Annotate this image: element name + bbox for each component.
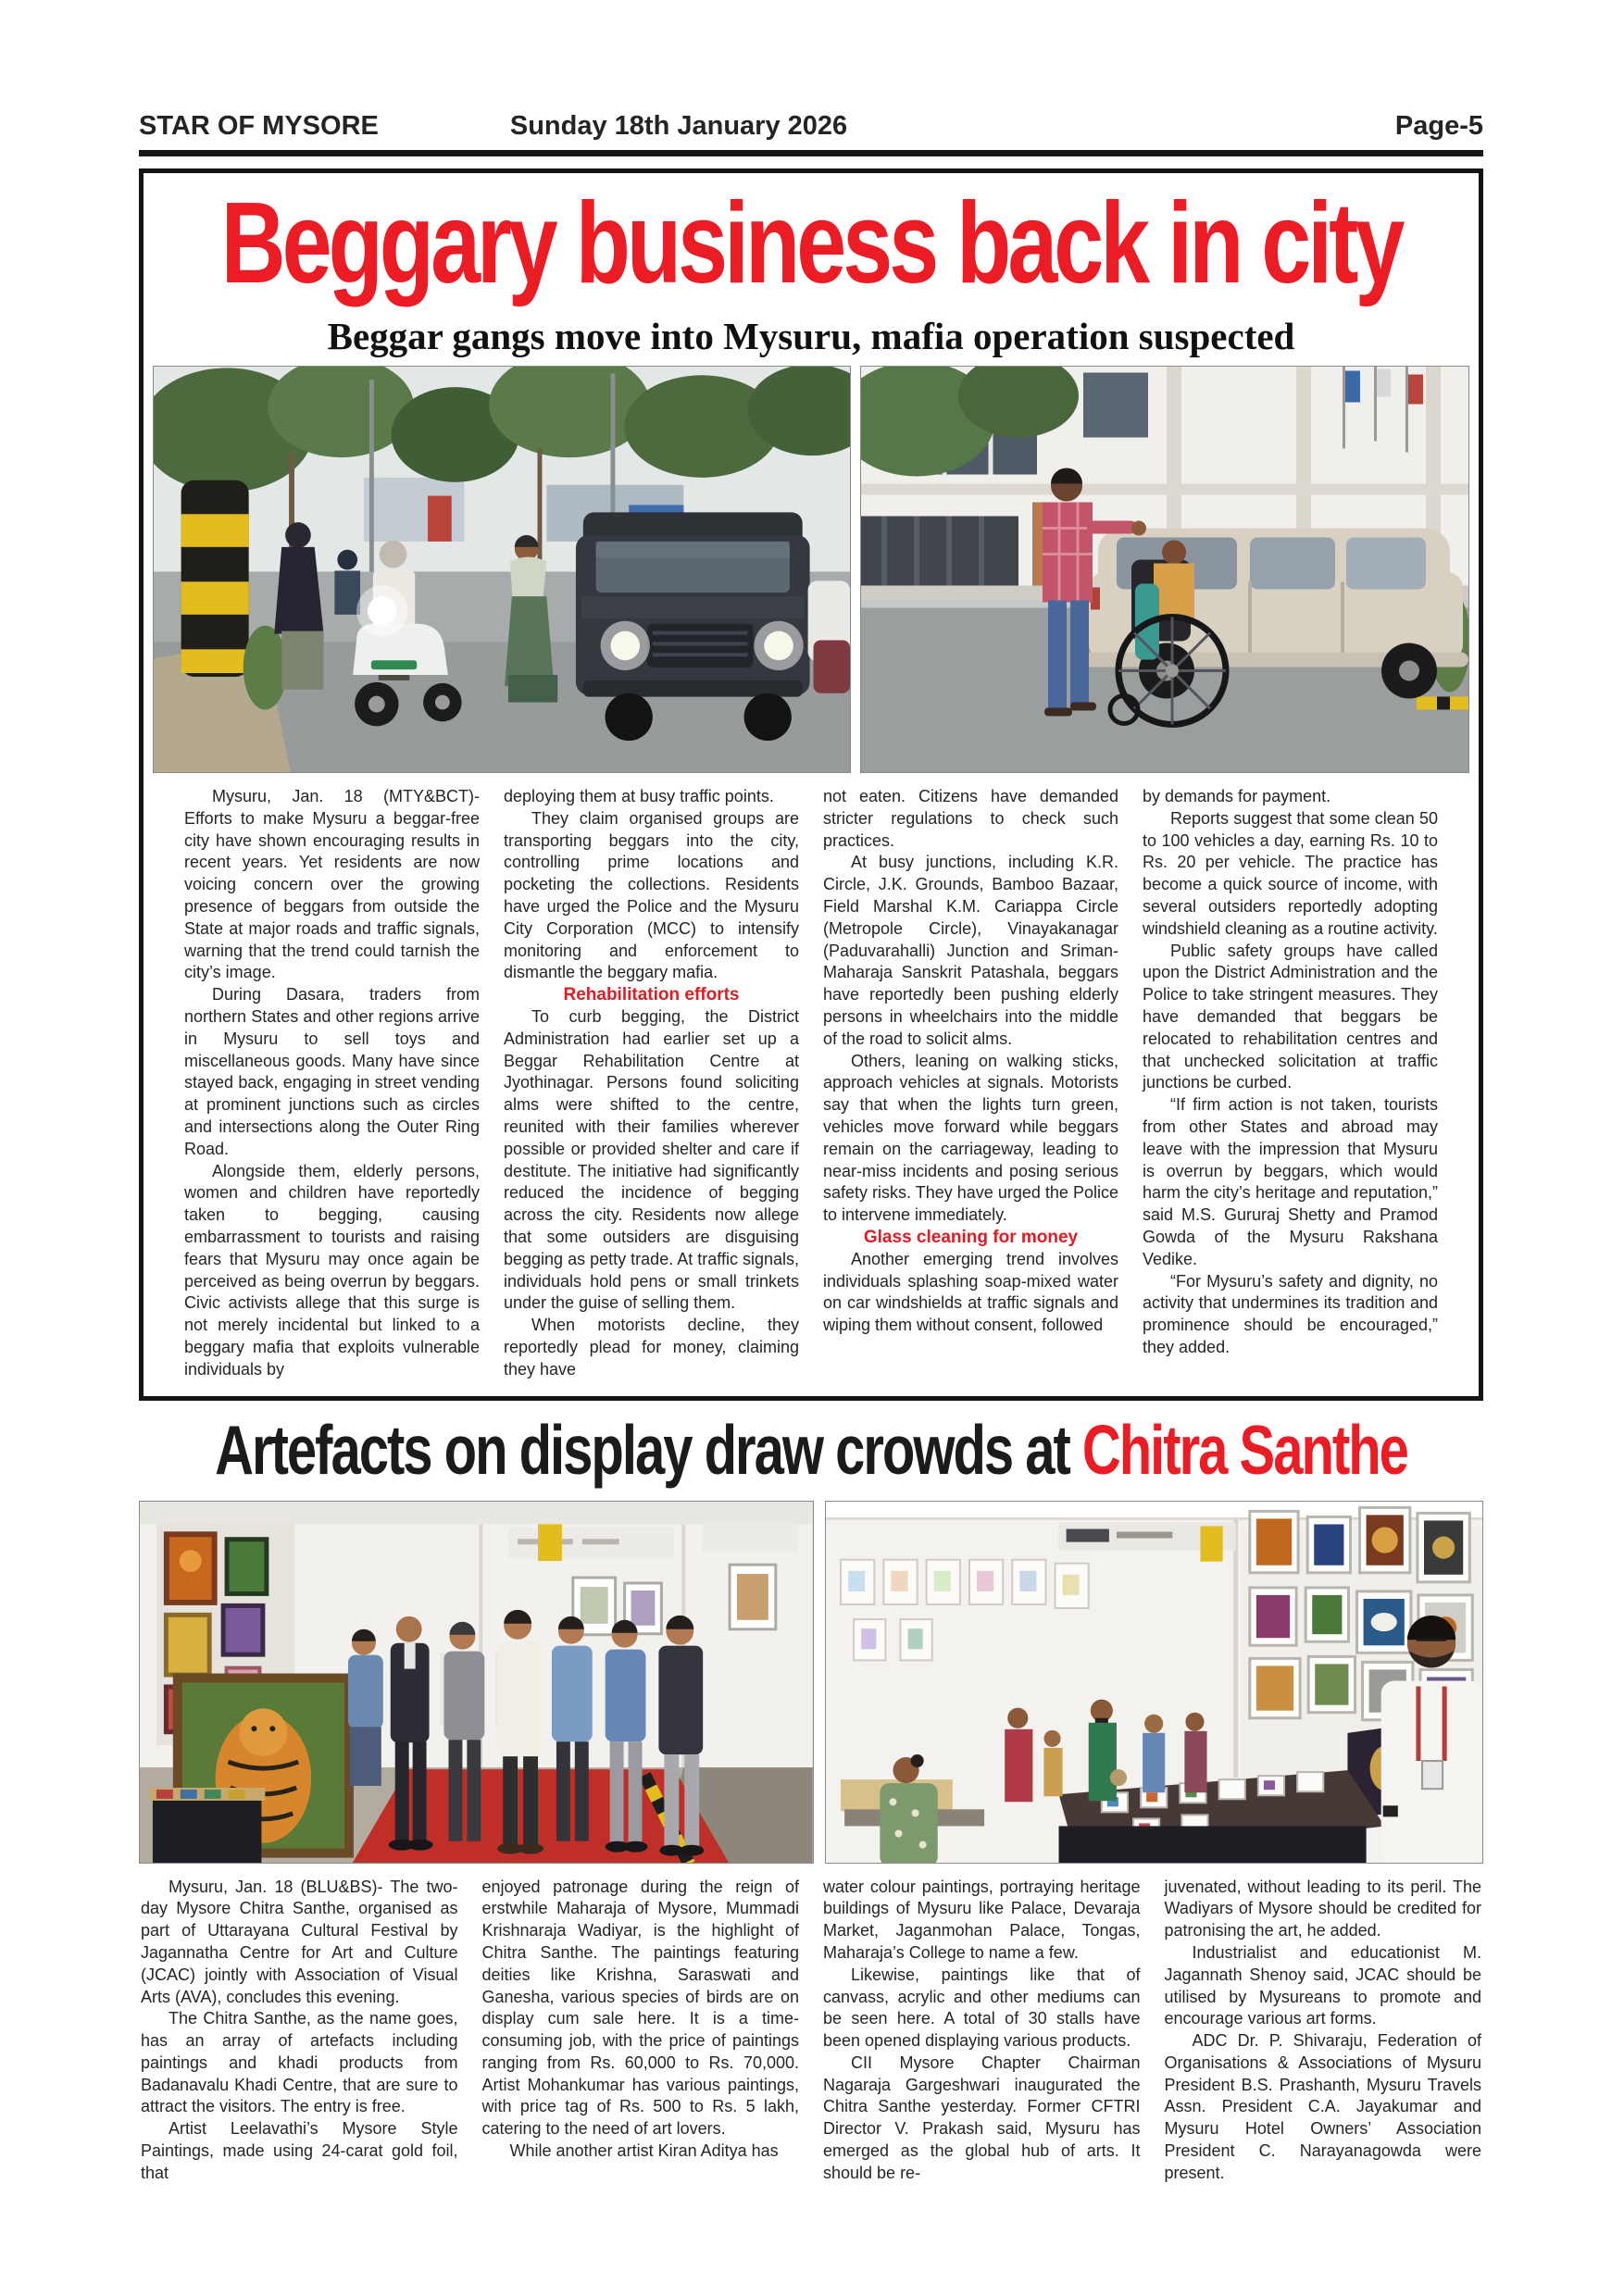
photo-art-stalls <box>825 1501 1483 1864</box>
article-beggary <box>139 168 1483 1401</box>
section-subhead-rehabilitation: Rehabilitation efforts <box>563 985 740 1005</box>
chitra-column-4 <box>1165 1877 1482 2185</box>
photo-street-beggars <box>153 366 851 773</box>
paragraph: During Dasara, traders from northern States and other regions arrive in Mysuru to sell toys and miscellaneous goods. Many have since stayed back, engaging in street vending at prominent junctions such as circles and intersections along the Outer Ring Road. <box>184 985 480 1158</box>
paragraph: Others, leaning on walking sticks, approach vehicles at signals. Motorists say that when the lights turn green, vehicles move forward while beggars remain on the carriageway, leading to near-miss incidents and posing serious safety risks. They have urged the Police to intervene immediately. <box>823 1051 1118 1225</box>
paragraph: “If firm action is not taken, tourists from other States and abroad may leave with the impression that Mysuru is overrun by beggars, which would harm the city’s heritage and reputation,” said M.S. Gururaj Shetty and Pramod Gowda of the Mysuru Rakshana Vedike. <box>1143 1095 1438 1268</box>
beggary-photo-row <box>153 366 1469 773</box>
paragraph: Another emerging trend involves individuals splashing soap-mixed water on car windshields at traffic signals and wiping them without consent, followed <box>823 1249 1118 1335</box>
chitra-column-1 <box>141 1877 458 2185</box>
paragraph: CII Mysore Chapter Chairman Nagaraja Gargeshwari inaugurated the Chitra Santhe yesterday. Former CFTRI Director V. Prakash said, Mysuru has emerged as the global hub of arts. It should be re- <box>823 2053 1141 2182</box>
art-stalls-illustration <box>826 1502 1482 1863</box>
paragraph: Likewise, paintings like that of canvass, acrylic and other mediums can be seen here. A total of 30 stalls have been opened displaying various products. <box>823 1965 1141 2051</box>
page-number: Page-5 <box>1394 111 1483 141</box>
paragraph: by demands for payment. <box>1143 787 1331 805</box>
chitra-headline-red: Chitra Santhe <box>1081 1410 1407 1490</box>
paragraph: Artist Leelavathi’s Mysore Style Paintings, made using 24-carat gold foil, that <box>141 2119 458 2182</box>
beggary-column-2 <box>504 786 799 1381</box>
masthead-rule <box>139 150 1483 156</box>
paragraph: enjoyed patronage during the reign of erstwhile Maharaja of Mysore, Mummadi Krishnaraja Wadiyar, is the highlight of Chitra Santhe. The paintings featuring deities like Krishna, Saraswati and Ganesha, various species of birds are on display cum sale here. It is a time-consuming job, with the price of paintings ranging from Rs. 60,000 to Rs. 70,000. Artist Mohankumar has various paintings, with price tag of Rs. 500 to Rs. 5 lakh, catering to the need of art lovers. <box>481 1877 799 2139</box>
paragraph: To curb begging, the District Administration had earlier set up a Beggar Rehabilitation Centre at Jyothinagar. Persons found soliciting alms were shifted to the centre, reunited with their families wherever possible or provided shelter and care if destitute. The initiative had significantly reduced the incidence of begging across the city. Residents now allege that some outsiders are disguising begging as petty trade. At traffic signals, individuals hold pens or small trinkets under the guise of selling them. <box>504 1006 799 1313</box>
dignitaries-illustration <box>140 1502 813 1863</box>
paragraph: Alongside them, elderly persons, women and children have reportedly taken to begging, causing embarrassment to tourists and raising fears that Mysuru may once again be perceived as being overrun by beggars. Civic activists allege that this surge is not merely incidental but linked to a beggary mafia that exploits vulnerable individuals by <box>184 1161 480 1379</box>
paragraph: Mysuru, Jan. 18 (BLU&BS)- The two-day Mysore Chitra Santhe, organised as part of Uttarayana Cultural Festival by Jagannatha Centre for Art and Culture (JCAC) jointly with Association of Visual Arts (AVA), concludes this evening. <box>141 1877 458 2006</box>
beggary-column-1 <box>184 786 480 1381</box>
chitra-headline-black: Artefacts on display draw crowds at <box>215 1410 1069 1490</box>
photo-wheelchair-beggar <box>860 366 1469 773</box>
beggary-column-3 <box>823 786 1118 1381</box>
chitra-column-3 <box>823 1877 1141 2185</box>
paragraph: Public safety groups have called upon the District Administration and the Police to take stringent measures. They have demanded that beggars be relocated to rehabilitation centres and that unchecked solicitation at traffic junctions be curbed. <box>1143 941 1438 1092</box>
paragraph: water colour paintings, portraying heritage buildings of Mysuru like Palace, Devaraja Market, Jaganmohan Palace, Tongas, Maharaja’s College to name a few. <box>823 1877 1141 1962</box>
article-beggary-headline: Beggary business back in city <box>220 178 1402 308</box>
article-chitra-santhe <box>139 1410 1483 2185</box>
article-beggary-deck: Beggar gangs move into Mysuru, mafia operation suspected <box>327 315 1295 357</box>
beggary-columns <box>184 786 1438 1381</box>
wheelchair-beggar-illustration <box>861 367 1468 772</box>
paragraph: Reports suggest that some clean 50 to 100 vehicles a day, earning Rs. 10 to Rs. 20 per vehicle. The practice has become a quick source of income, with several outsiders reportedly adopting windshield cleaning as a routine activity. <box>1143 808 1438 938</box>
issue-date: Sunday 18th January 2026 <box>509 111 848 141</box>
chitra-column-2 <box>482 1877 800 2185</box>
masthead <box>139 111 1483 142</box>
paragraph: While another artist Kiran Aditya has <box>509 2141 779 2161</box>
paragraph: juvenated, without leading to its peril. The Wadiyars of Mysore should be credited for patronising the art, he added. <box>1164 1877 1481 1940</box>
paragraph: When motorists decline, they reportedly plead for money, claiming they have <box>504 1316 799 1379</box>
paragraph: At busy junctions, including K.R. Circle, J.K. Grounds, Bamboo Bazaar, Field Marshal K.M. Cariappa Circle (Metropole Circle), Vinayakanagar (Paduvarahalli) Junction and Sriman-Maharaja Sanskrit Patashala, beggars have reportedly been pushing elderly persons in wheelchairs into the middle of the road to solicit alms. <box>823 853 1118 1048</box>
paragraph: The Chitra Santhe, as the name goes, has an array of artefacts including paintings and khadi products from Badanavalu Khadi Centre, that are sure to attract the visitors. The entry is free. <box>141 2009 458 2116</box>
paragraph: Mysuru, Jan. 18 (MTY&BCT)- Efforts to make Mysuru a beggar-free city have shown encouraging results in recent years. Yet residents are now voicing concern over the growing presence of beggars from outside the State at major roads and traffic signals, warning that the trend could tarnish the city’s image. <box>184 787 480 982</box>
paragraph: ADC Dr. P. Shivaraju, Federation of Organisations & Associations of Mysuru President B.S. Prashanth, Mysuru Travels Assn. President C.A. Jayakumar and Mysuru Hotel Owners’ Association President C. Narayanagowda were present. <box>1164 2031 1481 2182</box>
article-chitra-headline <box>139 1410 1483 1490</box>
paragraph: deploying them at busy traffic points. <box>504 787 774 805</box>
newspaper-title: STAR OF MYSORE <box>139 111 379 141</box>
paragraph: They claim organised groups are transporting beggars into the city, controlling prime locations and pocketing the collections. Residents have urged the Police and the Mysuru City Corporation (MCC) to intensify monitoring and enforcement to dismantle the beggary mafia. <box>504 808 799 982</box>
section-subhead-glass-cleaning: Glass cleaning for money <box>863 1227 1079 1247</box>
photo-dignitaries-group <box>139 1501 814 1864</box>
chitra-columns <box>141 1877 1481 2185</box>
chitra-photo-row <box>139 1501 1483 1864</box>
paragraph: “For Mysuru’s safety and dignity, no activity that undermines its tradition and prominence should be encouraged,” they added. <box>1143 1271 1438 1356</box>
street-beggars-illustration <box>154 367 850 772</box>
paragraph: not eaten. Citizens have demanded stricter regulations to check such practices. <box>823 787 1118 850</box>
beggary-column-4 <box>1143 786 1438 1381</box>
paragraph: Industrialist and educationist M. Jagannath Shenoy said, JCAC should be utilised by Mysureans to promote and encourage various art forms. <box>1164 1942 1481 2028</box>
